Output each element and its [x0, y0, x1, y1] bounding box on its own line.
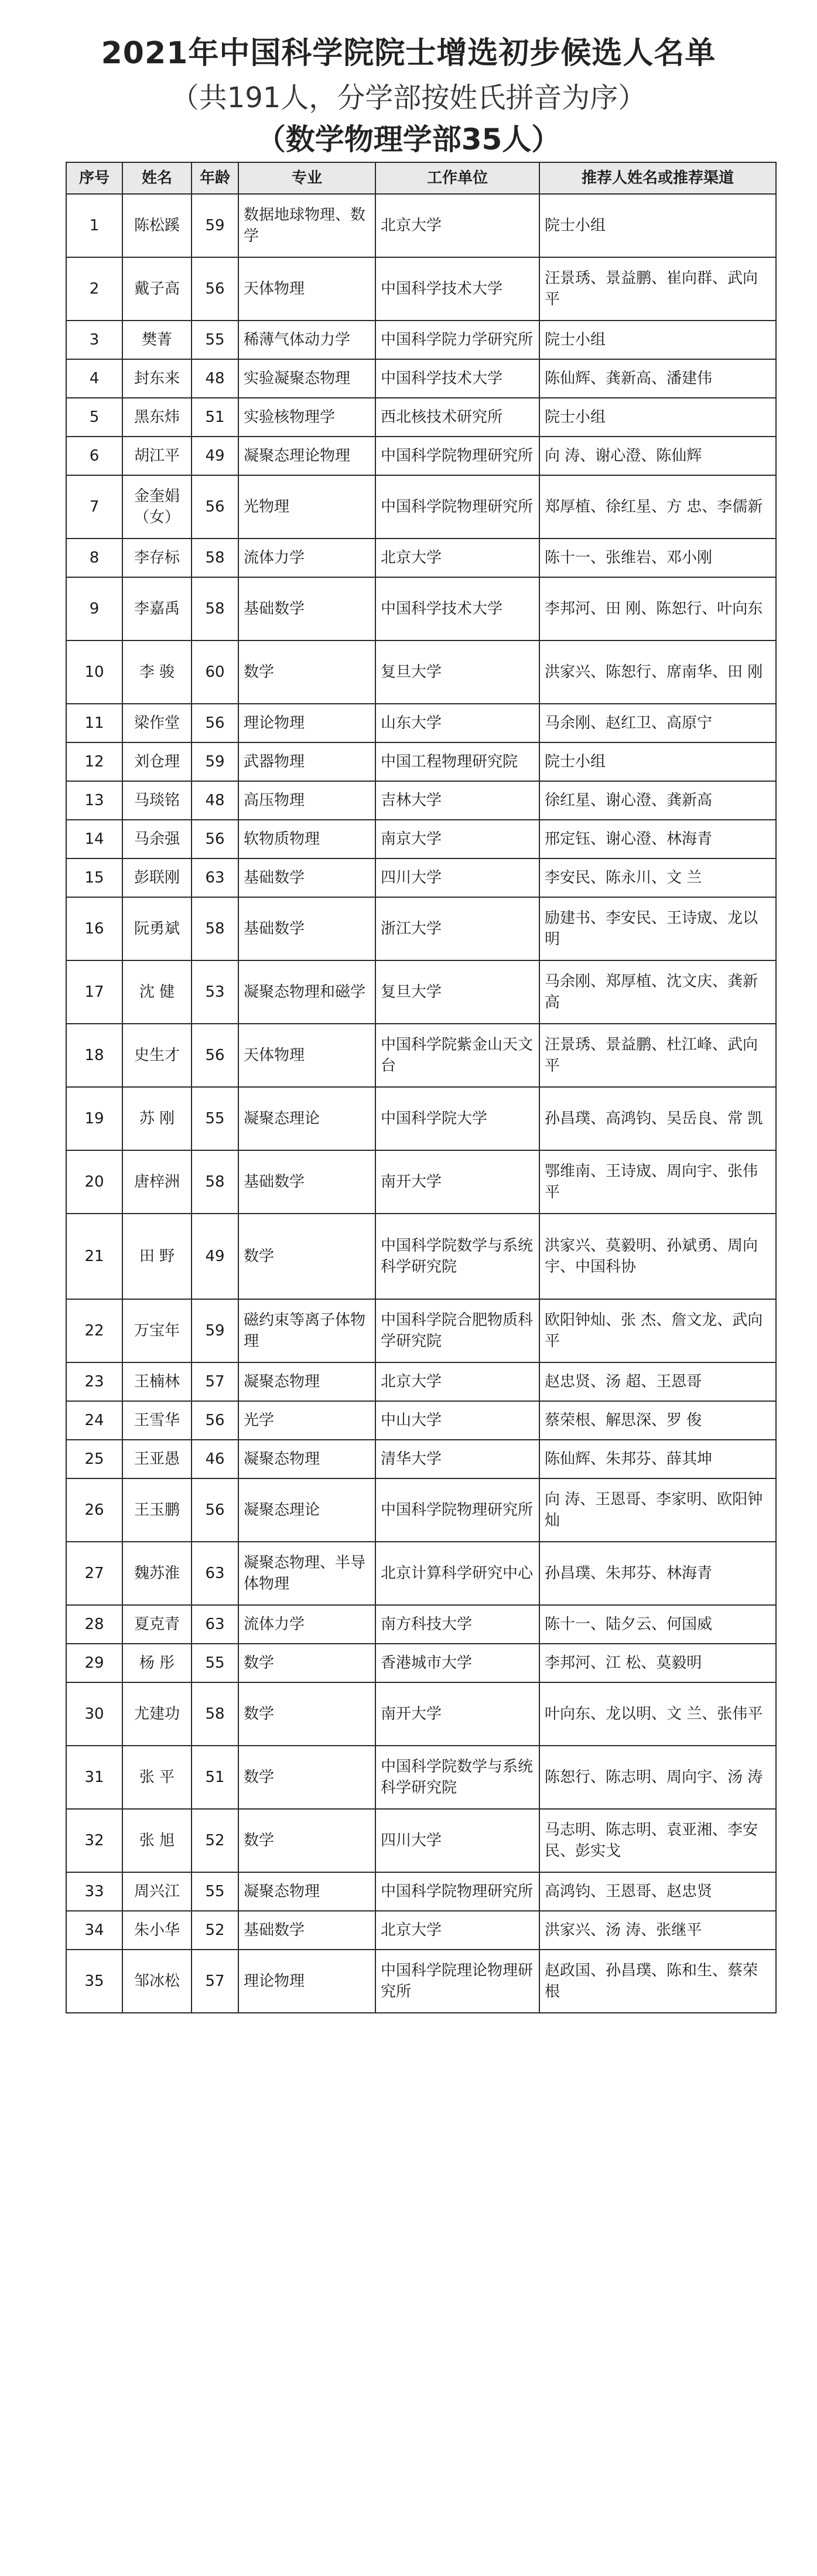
cell-major: 软物质物理 [238, 820, 375, 858]
cell-major: 数学 [238, 640, 375, 704]
cell-number: 10 [66, 640, 122, 704]
cell-name: 封东来 [122, 359, 192, 398]
cell-number: 11 [66, 704, 122, 742]
cell-number: 23 [66, 1362, 122, 1401]
cell-age: 63 [192, 1605, 238, 1644]
cell-recommender: 陈恕行、陈志明、周向宇、汤 涛 [539, 1746, 776, 1809]
cell-age: 56 [192, 1401, 238, 1440]
cell-major: 凝聚态物理 [238, 1872, 375, 1911]
column-header-unit: 工作单位 [375, 162, 539, 194]
cell-unit: 中国科学院力学研究所 [375, 321, 539, 359]
cell-recommender: 李邦河、江 松、莫毅明 [539, 1644, 776, 1682]
cell-major: 数据地球物理、数学 [238, 194, 375, 257]
cell-major: 凝聚态物理 [238, 1440, 375, 1478]
cell-unit: 香港城市大学 [375, 1644, 539, 1682]
cell-age: 56 [192, 257, 238, 321]
cell-recommender: 洪家兴、陈恕行、席南华、田 刚 [539, 640, 776, 704]
cell-recommender: 叶向东、龙以明、文 兰、张伟平 [539, 1682, 776, 1746]
cell-age: 58 [192, 1150, 238, 1214]
cell-name: 马琰铭 [122, 781, 192, 820]
table-row [66, 960, 776, 1024]
table-row [66, 539, 776, 577]
cell-name: 张 旭 [122, 1809, 192, 1872]
cell-age: 48 [192, 781, 238, 820]
cell-unit: 中国科学技术大学 [375, 257, 539, 321]
cell-unit: 中国科学院物理研究所 [375, 437, 539, 475]
cell-major: 数学 [238, 1644, 375, 1682]
cell-age: 56 [192, 1478, 238, 1542]
cell-number: 28 [66, 1605, 122, 1644]
cell-number: 21 [66, 1214, 122, 1299]
cell-number: 6 [66, 437, 122, 475]
cell-name: 苏 刚 [122, 1087, 192, 1150]
cell-unit: 中国科学院合肥物质科学研究院 [375, 1299, 539, 1362]
cell-age: 59 [192, 1299, 238, 1362]
cell-recommender: 陈仙辉、朱邦芬、薛其坤 [539, 1440, 776, 1478]
cell-age: 55 [192, 1087, 238, 1150]
cell-major: 光物理 [238, 475, 375, 539]
table-row [66, 359, 776, 398]
cell-number: 12 [66, 742, 122, 781]
cell-major: 基础数学 [238, 1911, 375, 1950]
cell-age: 58 [192, 897, 238, 960]
table-body [66, 194, 776, 2013]
cell-number: 4 [66, 359, 122, 398]
cell-major: 凝聚态物理、半导体物理 [238, 1542, 375, 1605]
cell-major: 实验核物理学 [238, 398, 375, 437]
cell-name: 万宝年 [122, 1299, 192, 1362]
cell-name: 周兴江 [122, 1872, 192, 1911]
cell-number: 32 [66, 1809, 122, 1872]
cell-name: 田 野 [122, 1214, 192, 1299]
cell-age: 63 [192, 1542, 238, 1605]
column-header-age: 年龄 [192, 162, 238, 194]
cell-unit: 中山大学 [375, 1401, 539, 1440]
cell-recommender: 陈仙辉、龚新高、潘建伟 [539, 359, 776, 398]
cell-unit: 中国科学院物理研究所 [375, 1872, 539, 1911]
cell-major: 理论物理 [238, 1950, 375, 2013]
document-title: 2021年中国科学院院士增选初步候选人名单 [101, 36, 716, 71]
cell-major: 数学 [238, 1214, 375, 1299]
cell-unit: 南开大学 [375, 1682, 539, 1746]
section-title: （数学物理学部35人） [256, 122, 561, 156]
cell-unit: 中国科学院数学与系统科学研究院 [375, 1214, 539, 1299]
cell-unit: 中国科学院数学与系统科学研究院 [375, 1746, 539, 1809]
cell-name: 金奎娟（女） [122, 475, 192, 539]
cell-number: 20 [66, 1150, 122, 1214]
cell-unit: 中国科学技术大学 [375, 577, 539, 640]
cell-major: 基础数学 [238, 577, 375, 640]
cell-name: 张 平 [122, 1746, 192, 1809]
cell-unit: 中国科学技术大学 [375, 359, 539, 398]
cell-number: 8 [66, 539, 122, 577]
document-subtitle: （共191人，分学部按姓氏拼音为序） [170, 81, 647, 114]
table-row [66, 194, 776, 257]
table-row [66, 437, 776, 475]
cell-number: 30 [66, 1682, 122, 1746]
cell-recommender: 邢定钰、谢心澄、林海青 [539, 820, 776, 858]
cell-major: 凝聚态理论 [238, 1478, 375, 1542]
cell-recommender: 李邦河、田 刚、陈恕行、叶向东 [539, 577, 776, 640]
cell-number: 13 [66, 781, 122, 820]
cell-recommender: 院士小组 [539, 194, 776, 257]
cell-age: 53 [192, 960, 238, 1024]
cell-number: 3 [66, 321, 122, 359]
table-row [66, 1605, 776, 1644]
cell-age: 55 [192, 1644, 238, 1682]
cell-number: 16 [66, 897, 122, 960]
cell-number: 15 [66, 858, 122, 897]
cell-age: 46 [192, 1440, 238, 1478]
cell-name: 王玉鹏 [122, 1478, 192, 1542]
cell-major: 凝聚态理论物理 [238, 437, 375, 475]
cell-major: 凝聚态物理 [238, 1362, 375, 1401]
cell-recommender: 李安民、陈永川、文 兰 [539, 858, 776, 897]
cell-major: 基础数学 [238, 858, 375, 897]
cell-age: 49 [192, 1214, 238, 1299]
table-row [66, 1950, 776, 2013]
table-row [66, 858, 776, 897]
cell-unit: 清华大学 [375, 1440, 539, 1478]
table-row [66, 1809, 776, 1872]
cell-name: 李存标 [122, 539, 192, 577]
cell-unit: 南京大学 [375, 820, 539, 858]
cell-number: 34 [66, 1911, 122, 1950]
cell-age: 58 [192, 539, 238, 577]
cell-name: 樊菁 [122, 321, 192, 359]
cell-number: 7 [66, 475, 122, 539]
cell-number: 9 [66, 577, 122, 640]
table-row [66, 577, 776, 640]
cell-name: 梁作堂 [122, 704, 192, 742]
cell-name: 朱小华 [122, 1911, 192, 1950]
table-row [66, 257, 776, 321]
table-row [66, 1542, 776, 1605]
cell-major: 稀薄气体动力学 [238, 321, 375, 359]
cell-unit: 北京大学 [375, 1362, 539, 1401]
cell-name: 刘仓理 [122, 742, 192, 781]
cell-recommender: 陈十一、陆夕云、何国威 [539, 1605, 776, 1644]
cell-age: 58 [192, 577, 238, 640]
cell-unit: 浙江大学 [375, 897, 539, 960]
cell-number: 1 [66, 194, 122, 257]
cell-recommender: 徐红星、谢心澄、龚新高 [539, 781, 776, 820]
cell-age: 59 [192, 742, 238, 781]
cell-age: 49 [192, 437, 238, 475]
cell-major: 基础数学 [238, 1150, 375, 1214]
cell-recommender: 欧阳钟灿、张 杰、詹文龙、武向平 [539, 1299, 776, 1362]
cell-major: 磁约束等离子体物理 [238, 1299, 375, 1362]
cell-recommender: 向 涛、王恩哥、李家明、欧阳钟灿 [539, 1478, 776, 1542]
cell-number: 33 [66, 1872, 122, 1911]
cell-name: 马余强 [122, 820, 192, 858]
cell-age: 60 [192, 640, 238, 704]
cell-unit: 北京大学 [375, 1911, 539, 1950]
cell-age: 51 [192, 398, 238, 437]
table-row [66, 781, 776, 820]
cell-age: 58 [192, 1682, 238, 1746]
cell-unit: 中国科学院大学 [375, 1087, 539, 1150]
cell-age: 56 [192, 475, 238, 539]
cell-number: 19 [66, 1087, 122, 1150]
cell-unit: 中国科学院理论物理研究所 [375, 1950, 539, 2013]
cell-major: 高压物理 [238, 781, 375, 820]
table-row [66, 1478, 776, 1542]
cell-name: 沈 健 [122, 960, 192, 1024]
cell-number: 5 [66, 398, 122, 437]
cell-recommender: 院士小组 [539, 398, 776, 437]
cell-unit: 中国科学院紫金山天文台 [375, 1024, 539, 1087]
column-header-name: 姓名 [122, 162, 192, 194]
cell-name: 唐梓洲 [122, 1150, 192, 1214]
cell-age: 57 [192, 1950, 238, 2013]
cell-age: 56 [192, 820, 238, 858]
cell-age: 57 [192, 1362, 238, 1401]
table-row [66, 1401, 776, 1440]
cell-recommender: 郑厚植、徐红星、方 忠、李儒新 [539, 475, 776, 539]
cell-number: 29 [66, 1644, 122, 1682]
table-row [66, 1087, 776, 1150]
cell-unit: 吉林大学 [375, 781, 539, 820]
cell-number: 14 [66, 820, 122, 858]
cell-recommender: 励建书、李安民、王诗宬、龙以明 [539, 897, 776, 960]
cell-name: 黑东炜 [122, 398, 192, 437]
table-row [66, 742, 776, 781]
cell-unit: 复旦大学 [375, 640, 539, 704]
cell-age: 55 [192, 321, 238, 359]
cell-recommender: 马余刚、赵红卫、高原宁 [539, 704, 776, 742]
cell-major: 实验凝聚态物理 [238, 359, 375, 398]
cell-major: 数学 [238, 1746, 375, 1809]
cell-unit: 北京大学 [375, 539, 539, 577]
cell-recommender: 高鸿钧、王恩哥、赵忠贤 [539, 1872, 776, 1911]
cell-name: 邹冰松 [122, 1950, 192, 2013]
cell-recommender: 马志明、陈志明、袁亚湘、李安民、彭实戈 [539, 1809, 776, 1872]
cell-age: 52 [192, 1911, 238, 1950]
cell-number: 31 [66, 1746, 122, 1809]
column-header-no: 序号 [66, 162, 122, 194]
cell-age: 51 [192, 1746, 238, 1809]
cell-name: 王亚愚 [122, 1440, 192, 1478]
cell-name: 李嘉禹 [122, 577, 192, 640]
cell-name: 戴子高 [122, 257, 192, 321]
cell-name: 胡江平 [122, 437, 192, 475]
cell-unit: 南方科技大学 [375, 1605, 539, 1644]
table-row [66, 1746, 776, 1809]
cell-unit: 四川大学 [375, 1809, 539, 1872]
cell-age: 56 [192, 704, 238, 742]
cell-name: 魏苏淮 [122, 1542, 192, 1605]
table-header-row [66, 162, 776, 194]
table-row [66, 398, 776, 437]
table-row [66, 704, 776, 742]
cell-name: 阮勇斌 [122, 897, 192, 960]
table-row [66, 1911, 776, 1950]
column-header-major: 专业 [238, 162, 375, 194]
cell-age: 52 [192, 1809, 238, 1872]
cell-number: 2 [66, 257, 122, 321]
cell-age: 63 [192, 858, 238, 897]
cell-number: 26 [66, 1478, 122, 1542]
cell-recommender: 马余刚、郑厚植、沈文庆、龚新高 [539, 960, 776, 1024]
cell-recommender: 陈十一、张维岩、邓小刚 [539, 539, 776, 577]
cell-major: 凝聚态物理和磁学 [238, 960, 375, 1024]
table-row [66, 1644, 776, 1682]
table-row [66, 1682, 776, 1746]
cell-recommender: 院士小组 [539, 321, 776, 359]
table-row [66, 1440, 776, 1478]
cell-name: 史生才 [122, 1024, 192, 1087]
cell-age: 59 [192, 194, 238, 257]
cell-unit: 北京大学 [375, 194, 539, 257]
cell-number: 18 [66, 1024, 122, 1087]
cell-recommender: 洪家兴、汤 涛、张继平 [539, 1911, 776, 1950]
cell-age: 56 [192, 1024, 238, 1087]
candidate-table [66, 162, 777, 2013]
cell-unit: 中国工程物理研究院 [375, 742, 539, 781]
table-row [66, 1024, 776, 1087]
cell-number: 24 [66, 1401, 122, 1440]
table-row [66, 1150, 776, 1214]
table-row [66, 820, 776, 858]
cell-number: 22 [66, 1299, 122, 1362]
cell-name: 尤建功 [122, 1682, 192, 1746]
cell-number: 27 [66, 1542, 122, 1605]
cell-unit: 北京计算科学研究中心 [375, 1542, 539, 1605]
cell-recommender: 院士小组 [539, 742, 776, 781]
cell-name: 杨 彤 [122, 1644, 192, 1682]
cell-major: 基础数学 [238, 897, 375, 960]
cell-unit: 南开大学 [375, 1150, 539, 1214]
table-row [66, 1872, 776, 1911]
cell-number: 35 [66, 1950, 122, 2013]
cell-unit: 四川大学 [375, 858, 539, 897]
cell-major: 流体力学 [238, 539, 375, 577]
column-header-recommender: 推荐人姓名或推荐渠道 [539, 162, 776, 194]
table-row [66, 475, 776, 539]
cell-recommender: 赵忠贤、汤 超、王恩哥 [539, 1362, 776, 1401]
cell-age: 48 [192, 359, 238, 398]
cell-major: 天体物理 [238, 257, 375, 321]
cell-recommender: 孙昌璞、朱邦芬、林海青 [539, 1542, 776, 1605]
cell-major: 凝聚态理论 [238, 1087, 375, 1150]
cell-major: 天体物理 [238, 1024, 375, 1087]
cell-recommender: 向 涛、谢心澄、陈仙辉 [539, 437, 776, 475]
table-row [66, 1214, 776, 1299]
cell-major: 光学 [238, 1401, 375, 1440]
cell-unit: 西北核技术研究所 [375, 398, 539, 437]
cell-unit: 复旦大学 [375, 960, 539, 1024]
cell-number: 25 [66, 1440, 122, 1478]
cell-age: 55 [192, 1872, 238, 1911]
cell-unit: 山东大学 [375, 704, 539, 742]
cell-name: 夏克青 [122, 1605, 192, 1644]
cell-major: 数学 [238, 1809, 375, 1872]
table-row [66, 1362, 776, 1401]
cell-name: 王楠林 [122, 1362, 192, 1401]
table-row [66, 897, 776, 960]
cell-recommender: 鄂维南、王诗宬、周向宇、张伟平 [539, 1150, 776, 1214]
cell-name: 王雪华 [122, 1401, 192, 1440]
cell-unit: 中国科学院物理研究所 [375, 475, 539, 539]
cell-recommender: 赵政国、孙昌璞、陈和生、蔡荣根 [539, 1950, 776, 2013]
cell-recommender: 汪景琇、景益鹏、崔向群、武向平 [539, 257, 776, 321]
cell-recommender: 孙昌璞、高鸿钧、吴岳良、常 凯 [539, 1087, 776, 1150]
cell-name: 彭联刚 [122, 858, 192, 897]
table-row [66, 321, 776, 359]
cell-major: 武器物理 [238, 742, 375, 781]
cell-name: 李 骏 [122, 640, 192, 704]
table-row [66, 640, 776, 704]
cell-major: 数学 [238, 1682, 375, 1746]
cell-major: 流体力学 [238, 1605, 375, 1644]
cell-recommender: 汪景琇、景益鹏、杜江峰、武向平 [539, 1024, 776, 1087]
table-row [66, 1299, 776, 1362]
cell-recommender: 蔡荣根、解思深、罗 俊 [539, 1401, 776, 1440]
cell-recommender: 洪家兴、莫毅明、孙斌勇、周向宇、中国科协 [539, 1214, 776, 1299]
cell-number: 17 [66, 960, 122, 1024]
cell-unit: 中国科学院物理研究所 [375, 1478, 539, 1542]
cell-name: 陈松蹊 [122, 194, 192, 257]
cell-major: 理论物理 [238, 704, 375, 742]
